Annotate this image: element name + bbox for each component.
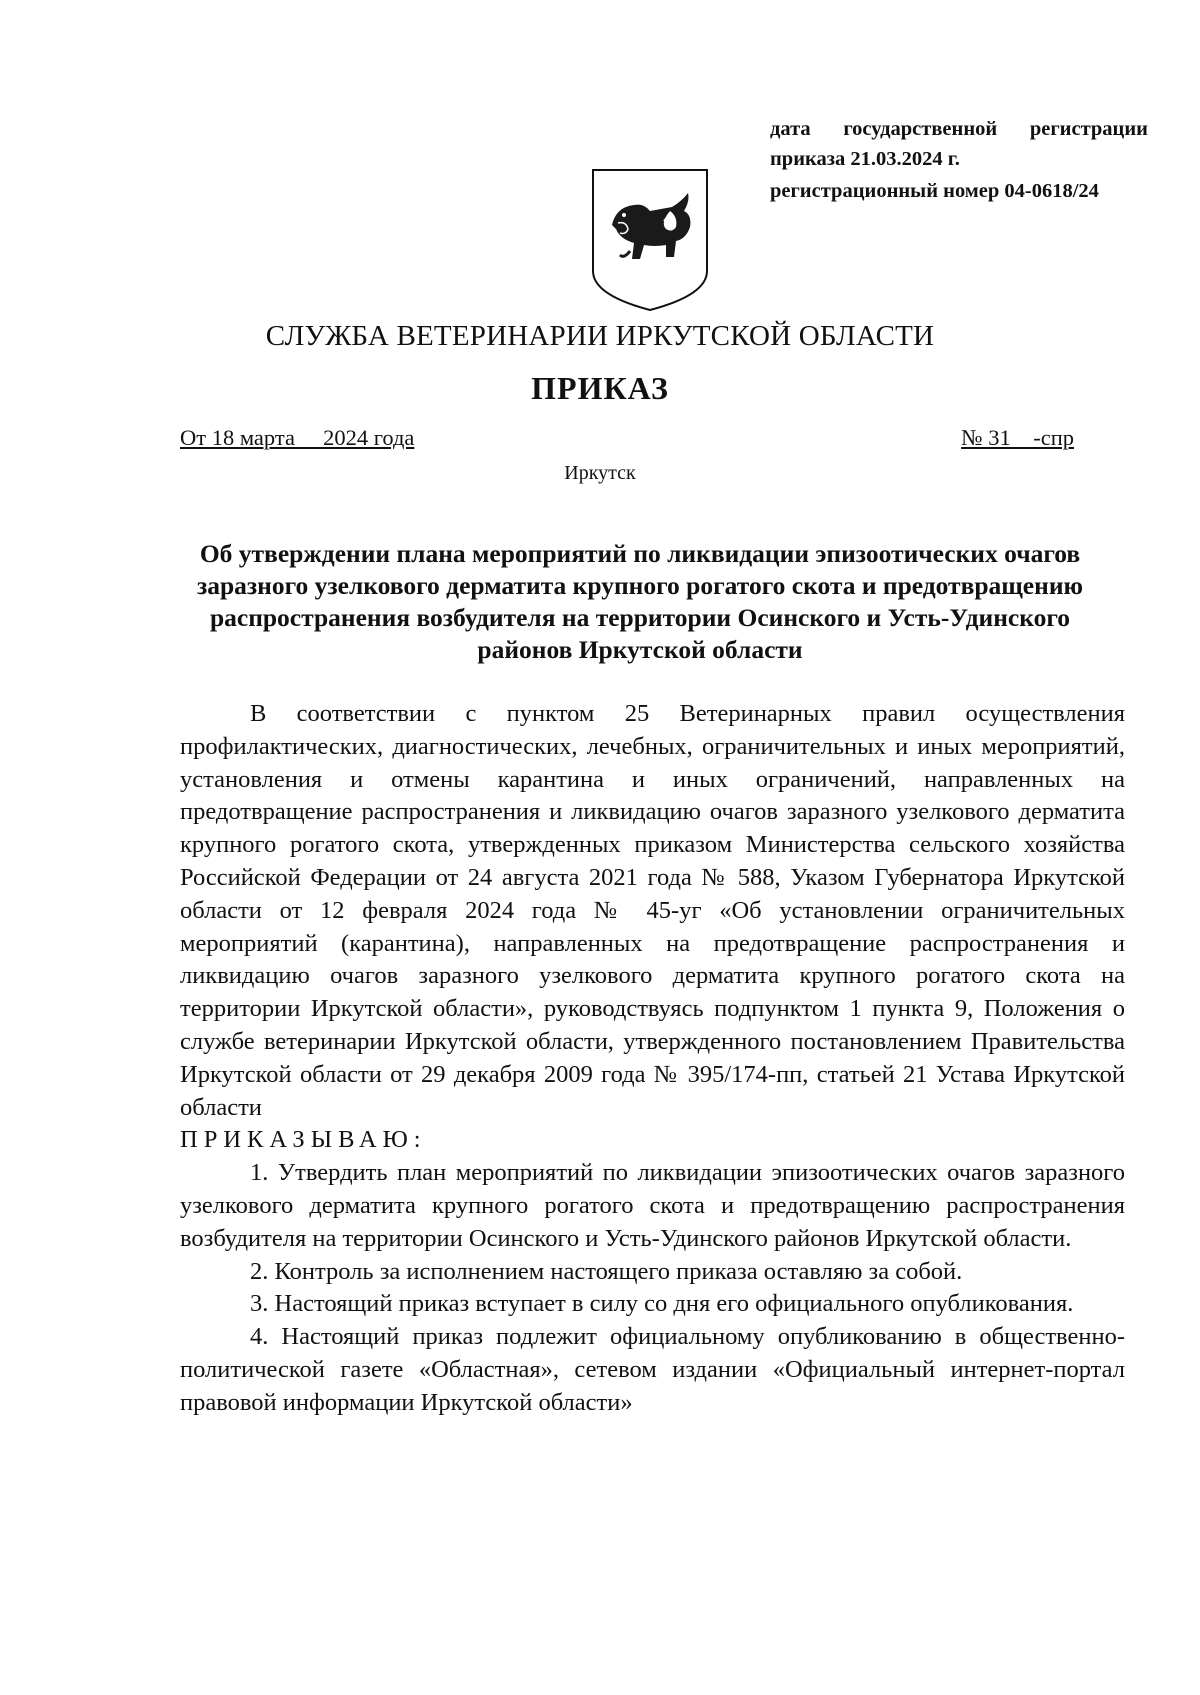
coat-of-arms-icon bbox=[590, 167, 710, 313]
order-item-3: 3. Настоящий приказ вступает в силу со дня его официального опубликования. bbox=[250, 1290, 1074, 1318]
order-title: Об утверждении плана мероприятий по ликвидации эпизоотических очагов заразного узелкового дерматита крупного рогатого скота и предотвращению распространения возбудителя на территории Осинского и Усть-Удинского районов Иркутской области bbox=[196, 539, 1083, 664]
order-item-4: 4. Настоящий приказ подлежит официальному опубликованию в общественно-политической газете «Областная», сетевом издании «Официальный интернет-портал правовой информации Иркутской области» bbox=[180, 1323, 1125, 1416]
order-item-2: 2. Контроль за исполнением настоящего приказа оставляю за собой. bbox=[250, 1257, 963, 1285]
registration-number: регистрационный номер 04-0618/24 bbox=[770, 180, 1099, 202]
document-type: ПРИКАЗ bbox=[531, 370, 669, 406]
order-date: От 18 марта 2024 года bbox=[180, 425, 415, 450]
registration-date: приказа 21.03.2024 г. bbox=[770, 148, 960, 170]
registration-date-label: дата государственной регистрации bbox=[770, 118, 1148, 140]
order-number: № 31 -спр bbox=[961, 425, 1074, 450]
agency-name: СЛУЖБА ВЕТЕРИНАРИИ ИРКУТСКОЙ ОБЛАСТИ bbox=[265, 320, 935, 352]
orders-word: ПРИКАЗЫВАЮ: bbox=[180, 1126, 427, 1154]
order-body bbox=[180, 698, 1125, 1420]
issue-city: Иркутск bbox=[564, 462, 636, 484]
order-item-1: 1. Утвердить план мероприятий по ликвидации эпизоотических очагов заразного узелкового дерматита крупного рогатого скота и предотвращению распространения возбудителя на территории Осинского и Усть-Удинского районов Иркутской области. bbox=[180, 1159, 1125, 1252]
preamble: В соответствии с пунктом 25 Ветеринарных правил осуществления профилактических, диагностических, лечебных, ограничительных и иных мероприятий, установления и отмены карантина и иных ограничений, направленных на предотвращение распространения и ликвидацию очагов заразного узелкового дерматита крупного рогатого скота, утвержденных приказом Министерства сельского хозяйства Российской Федерации от 24 августа 2021 года № 588, Указом Губернатора Иркутской области от 12 февраля 2024 года № 45-уг «Об установлении ограничительных мероприятий (карантина), направленных на предотвращение распространения и ликвидацию очагов заразного узелкового дерматита крупного рогатого скота на территории Иркутской области», руководствуясь подпунктом 1 пункта 9, Положения о службе ветеринарии Иркутской области, утвержденного постановлением Правительства Иркутской области от 29 декабря 2009 года № 395/174-пп, статьей 21 Устава Иркутской области bbox=[180, 700, 1125, 1121]
